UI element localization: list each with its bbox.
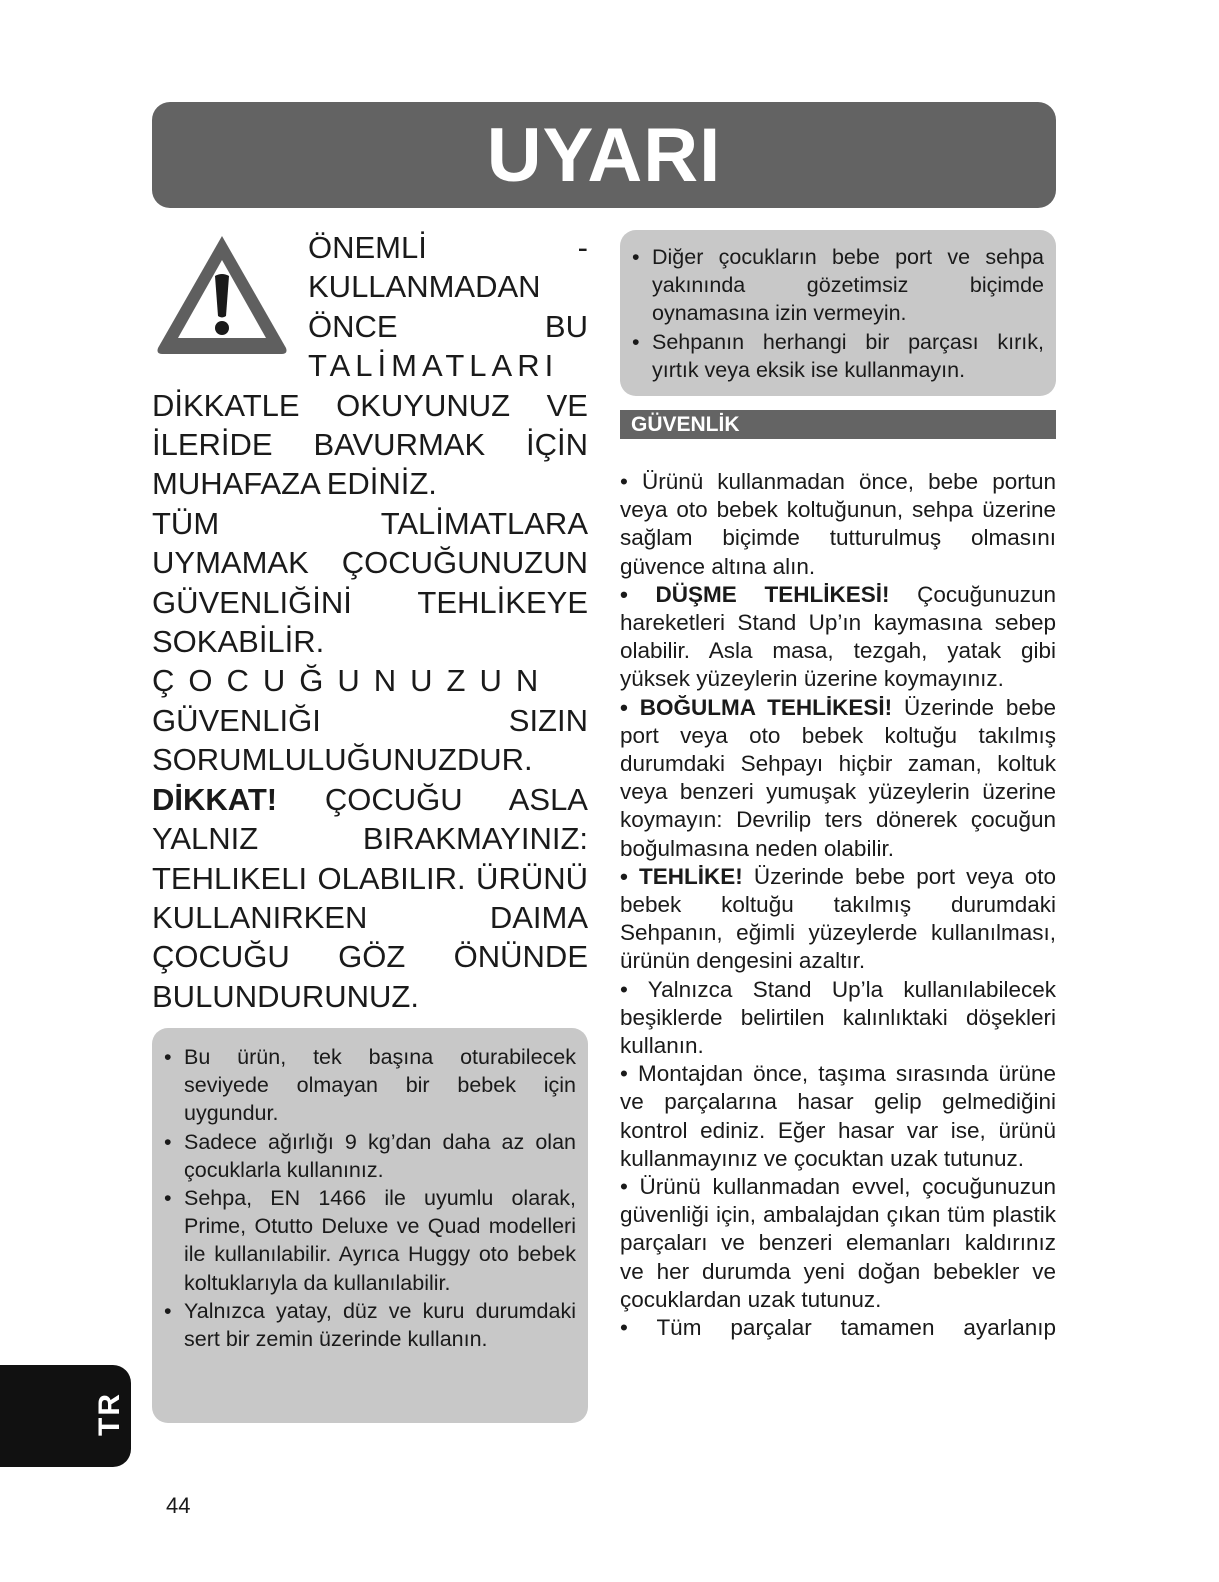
warning-line: UYMAMAK ÇOCUĞUNUZUN [152, 545, 588, 581]
safety-paragraph: • Ürünü kullanmadan önce, bebe portun veya oto bebek koltuğunun, sehpa üzerine sağlam biçimde tutturulmuş olmasını güvence altına alın. [620, 469, 1056, 579]
dikkat-line: YALNIZ BIRAKMAYINIZ: [152, 821, 588, 857]
warning-line: TALİMATLARI [308, 348, 559, 384]
warning-line: MUHAFAZA EDİNİZ. [152, 466, 437, 502]
dikkat-line: TEHLIKELI OLABILIR. ÜRÜNÜ [152, 860, 588, 896]
safety-label: • TEHLİKE! [620, 863, 743, 889]
warning-line: ÇOCUĞUNUZUN [152, 663, 553, 699]
dikkat-line: BULUNDURUNUZ. [152, 978, 419, 1014]
safety-paragraph: • Montajdan önce, taşıma sırasında ürüne ve parçalarına hasar gelip gelmediğini kontrol ediniz. Eğer hasar var ise, ürünü kullanmayınız ve çocuktan uzak tutunuz. [620, 1061, 1056, 1171]
warning-line: KULLANMADAN [308, 269, 541, 305]
safety-heading: GÜVENLİK [620, 410, 1056, 439]
warning-line: TÜM TALİMATLARA [152, 505, 588, 541]
safety-label: • BOĞULMA TEHLİKESİ! [620, 694, 893, 720]
bullet-icon: • [164, 1298, 172, 1323]
dikkat-label: DİKKAT! [152, 781, 278, 817]
page-number: 44 [166, 1493, 191, 1518]
safety-text [620, 468, 1056, 1342]
safety-paragraph: • DÜŞME TEHLİKESİ! Çocuğunuzun hareketleri Stand Up’ın kaymasına sebep olabilir. Asla masa, tezgah, yatak gibi yüksek yüzeylerin üzerine koymayınız. [620, 581, 1057, 692]
page-title: UYARI [486, 112, 722, 198]
list-item: • Sehpa, EN 1466 ile uyumlu olarak, Prime, Otutto Deluxe ve Quad modelleri ile kullanılabilir. Ayrıca Huggy oto bebek koltuklarıyla da kullanılabilir. [164, 1186, 576, 1295]
safety-paragraph: • Tüm parçalar tamamen ayarlanıp [620, 1315, 1056, 1341]
list-item: • Bu ürün, tek başına oturabilecek seviyede olmayan bir bebek için uygundur. [164, 1045, 576, 1126]
bullet-icon: • [632, 329, 640, 354]
warning-line: DİKKATLE OKUYUNUZ VE [152, 387, 588, 423]
dikkat-line [152, 780, 588, 819]
safety-label: • DÜŞME TEHLİKESİ! [620, 581, 890, 607]
right-info-box [620, 230, 1056, 396]
dikkat-line: ÇOCUĞU GÖZ ÖNÜNDE [152, 939, 588, 975]
warning-line: ÖNCE BU [308, 308, 588, 344]
safety-paragraph: • Ürünü kullanmadan evvel, çocuğunuzun güvenliği için, ambalajdan çıkan tüm plastik parçaları ve benzeri elemanları kaldırınız ve her durumda yeni doğan bebekler ve çocuklardan uzak tutunuz. [620, 1174, 1056, 1312]
left-info-box [152, 1028, 588, 1423]
safety-paragraph: • TEHLİKE! Üzerinde bebe port veya oto bebek koltuğu takılmış durumdaki Sehpanın, eğimli yüzeylerde kullanılması, ürünün dengesini azaltır. [620, 863, 1057, 974]
warning-line: GÜVENLIĞI SIZIN [152, 702, 588, 738]
dikkat-line: KULLANIRKEN DAIMA [152, 899, 588, 935]
left-info-list [152, 1028, 588, 1353]
warning-line: GÜVENLIĞİNİ TEHLİKEYE [152, 584, 588, 620]
dikkat-first: ÇOCUĞU ASLA [324, 781, 588, 817]
language-tab-label: TR [93, 1392, 126, 1436]
bullet-icon: • [164, 1186, 172, 1211]
safety-paragraph: • BOĞULMA TEHLİKESİ! Üzerinde bebe port veya oto bebek koltuğu takılmış durumdaki Sehpayı hiçbir zaman, koltuk veya benzeri yumuşak yüzeylerin üzerine koymayın: Devrilip ters dönerek çocuğun boğulmasına neden olabilir. [620, 694, 1056, 861]
list-item: • Sadece ağırlığı 9 kg’dan daha az olan çocuklarla kullanınız. [164, 1129, 576, 1182]
list-item: • Diğer çocukların bebe port ve sehpa yakınında gözetimsiz biçimde oynamasına izin vermeyin. [632, 245, 1044, 326]
warning-line: SORUMLULUĞUNUZDUR. [152, 742, 533, 778]
list-item: • Sehpanın herhangi bir parçası kırık, yırtık veya eksik ise kullanmayın. [632, 329, 1044, 382]
right-info-list [620, 230, 1056, 384]
warning-triangle-icon [152, 230, 292, 360]
list-item: • Yalnızca yatay, düz ve kuru durumdaki sert bir zemin üzerinde kullanın. [164, 1298, 576, 1352]
bullet-icon: • [164, 1045, 172, 1069]
warning-line: İLERİDE BAVURMAK İÇİN [152, 427, 588, 463]
safety-paragraph: • Yalnızca Stand Up’la kullanılabilecek beşiklerde belirtilen kalınlıktaki döşekleri kullanın. [620, 976, 1056, 1059]
bullet-icon: • [632, 245, 640, 269]
title-banner [152, 102, 1056, 208]
warning-line: SOKABİLİR. [152, 624, 325, 660]
bullet-icon: • [164, 1129, 172, 1154]
warning-section [152, 228, 588, 1016]
warning-line: ÖNEMLİ - [308, 230, 588, 265]
